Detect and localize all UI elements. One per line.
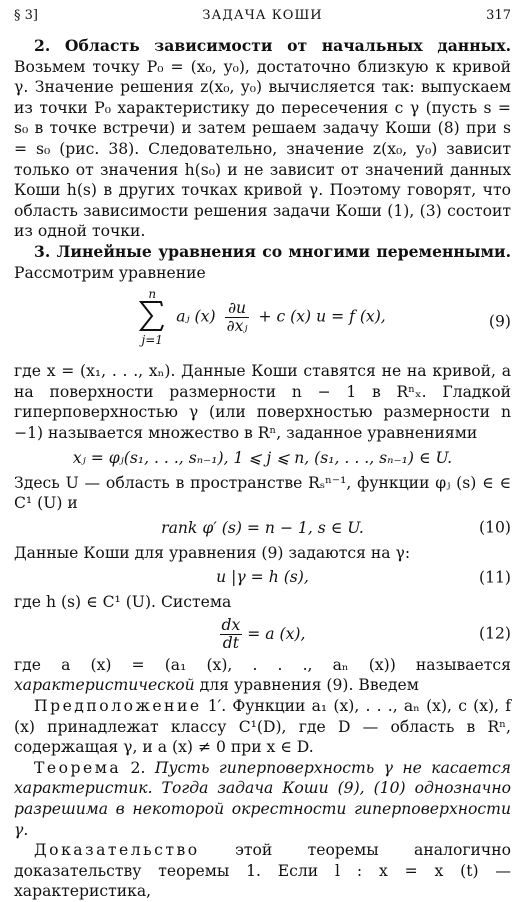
paragraph-assumption bbox=[14, 696, 511, 758]
paragraph-theorem-2 bbox=[14, 758, 511, 840]
term-characteristic: характеристической bbox=[14, 676, 195, 695]
proof-label: Доказательство bbox=[34, 841, 200, 860]
theorem-statement: Пусть гиперповерхность γ не касается характеристик. Тогда задача Коши (9), (10) однозначно разрешима в некоторой окрестности гиперповерхности γ. bbox=[14, 758, 511, 839]
sum-upper-limit: n bbox=[148, 287, 157, 302]
equation-12 bbox=[14, 613, 511, 655]
frac-numerator: dx bbox=[221, 615, 241, 634]
equation-10-formula: rank φ′ (s) = n − 1, s ∈ U. bbox=[161, 518, 364, 537]
paragraph-text: 2. bbox=[121, 758, 155, 777]
sigma-icon bbox=[139, 301, 165, 331]
equation-11 bbox=[14, 563, 511, 592]
paragraph-characteristic bbox=[14, 655, 511, 696]
equation-rest: + c (x) u = f (x), bbox=[258, 307, 386, 326]
theorem-label: Теорема bbox=[34, 758, 122, 777]
paragraph-linear-equations bbox=[14, 242, 511, 283]
paragraph-text: Рассмотрим уравнение bbox=[14, 263, 206, 282]
sum-lower-limit: j=1 bbox=[141, 333, 163, 348]
coefficient-term: aⱼ (x) bbox=[176, 307, 216, 326]
partial-derivative bbox=[225, 300, 250, 335]
equation-number: (12) bbox=[478, 624, 511, 643]
paragraph-text: где a (x) = (a₁ (x), . . ., aₙ (x)) называется bbox=[14, 655, 511, 674]
running-title: ЗАДАЧА КОШИ bbox=[202, 8, 323, 23]
paragraph-domain-u: Здесь U — область в пространстве Rₛⁿ⁻¹, функции φⱼ (s) ∈ ∈ C¹ (U) и bbox=[14, 473, 511, 513]
paragraph-text: этой теоремы аналогично доказательству теоремы 1. Если l : x = x (t) — характеристика, bbox=[14, 841, 511, 901]
equation-9-formula bbox=[14, 287, 511, 347]
paragraph-dependence-domain bbox=[14, 36, 511, 242]
summation bbox=[139, 287, 165, 347]
subsection-heading: 2. Область зависимости от начальных данных. bbox=[34, 36, 511, 55]
page-body bbox=[14, 36, 511, 902]
frac-numerator: ∂u bbox=[225, 300, 250, 318]
paragraph-system: где h (s) ∈ C¹ (U). Система bbox=[14, 593, 232, 612]
equation-9 bbox=[14, 283, 511, 361]
paragraph-cauchy-on-gamma: Данные Коши для уравнения (9) задаются на γ: bbox=[14, 543, 411, 562]
equation-rest: = a (x), bbox=[247, 625, 306, 644]
paragraph-text: 1′. Функции a₁ (x), . . ., aₙ (x), c (x), f (x) принадлежат классу C¹(D), где D — область в Rⁿ, содержащая γ, и a (x) ≠ 0 при x ∈ D. bbox=[14, 697, 511, 757]
equation-12-formula bbox=[220, 617, 306, 652]
equation-11-formula: u |γ = h (s), bbox=[216, 568, 309, 587]
paragraph-cauchy-data: где x = (x₁, . . ., xₙ). Данные Коши ставятся не на кривой, а на поверхности размерности n − 1 в Rⁿₓ. Гладкой гиперповерхностью γ (или поверхностью размерности n −1) называется множество в Rⁿ, заданное уравнениями bbox=[14, 362, 511, 442]
equation-10 bbox=[14, 514, 511, 543]
paragraph-text: для уравнения (9). Введем bbox=[194, 676, 419, 695]
page-number: 317 bbox=[486, 8, 511, 23]
equation-number: (10) bbox=[478, 518, 511, 537]
running-header bbox=[14, 8, 511, 28]
paragraph-text: Возьмем точку P₀ = (x₀, y₀), достаточно близкую к кривой γ. Значение решения z(x₀, y₀) вычисляется так: выпускаем из точки P₀ характеристику до пересечения с γ (пусть s = s₀ в точке встречи) и затем решаем задачу Коши (8) при s = s₀ (рис. 38). Следовательно, значение z(x₀, y₀) зависит только от значения h(s₀) и не зависит от значений данных Коши h(s) в других точках кривой γ. Поэтому говорят, что область зависимости решения задачи Коши (1), (3) состоит из одной точки. bbox=[14, 57, 511, 241]
derivative-fraction bbox=[220, 617, 243, 652]
equation-number: (9) bbox=[488, 312, 511, 331]
frac-denominator: ∂xⱼ bbox=[226, 316, 248, 335]
equation-surface: xⱼ = φⱼ(s₁, . . ., sₙ₋₁), 1 ⩽ j ⩽ n, (s₁, . . ., sₙ₋₁) ∈ U. bbox=[72, 448, 453, 467]
section-marker: § 3] bbox=[14, 8, 38, 23]
paragraph-proof bbox=[14, 840, 511, 902]
equation-number: (11) bbox=[478, 568, 511, 587]
assumption-label: Предположение bbox=[34, 697, 202, 716]
subsection-heading: 3. Линейные уравнения со многими переменными. bbox=[34, 241, 511, 261]
frac-denominator: dt bbox=[222, 633, 240, 652]
